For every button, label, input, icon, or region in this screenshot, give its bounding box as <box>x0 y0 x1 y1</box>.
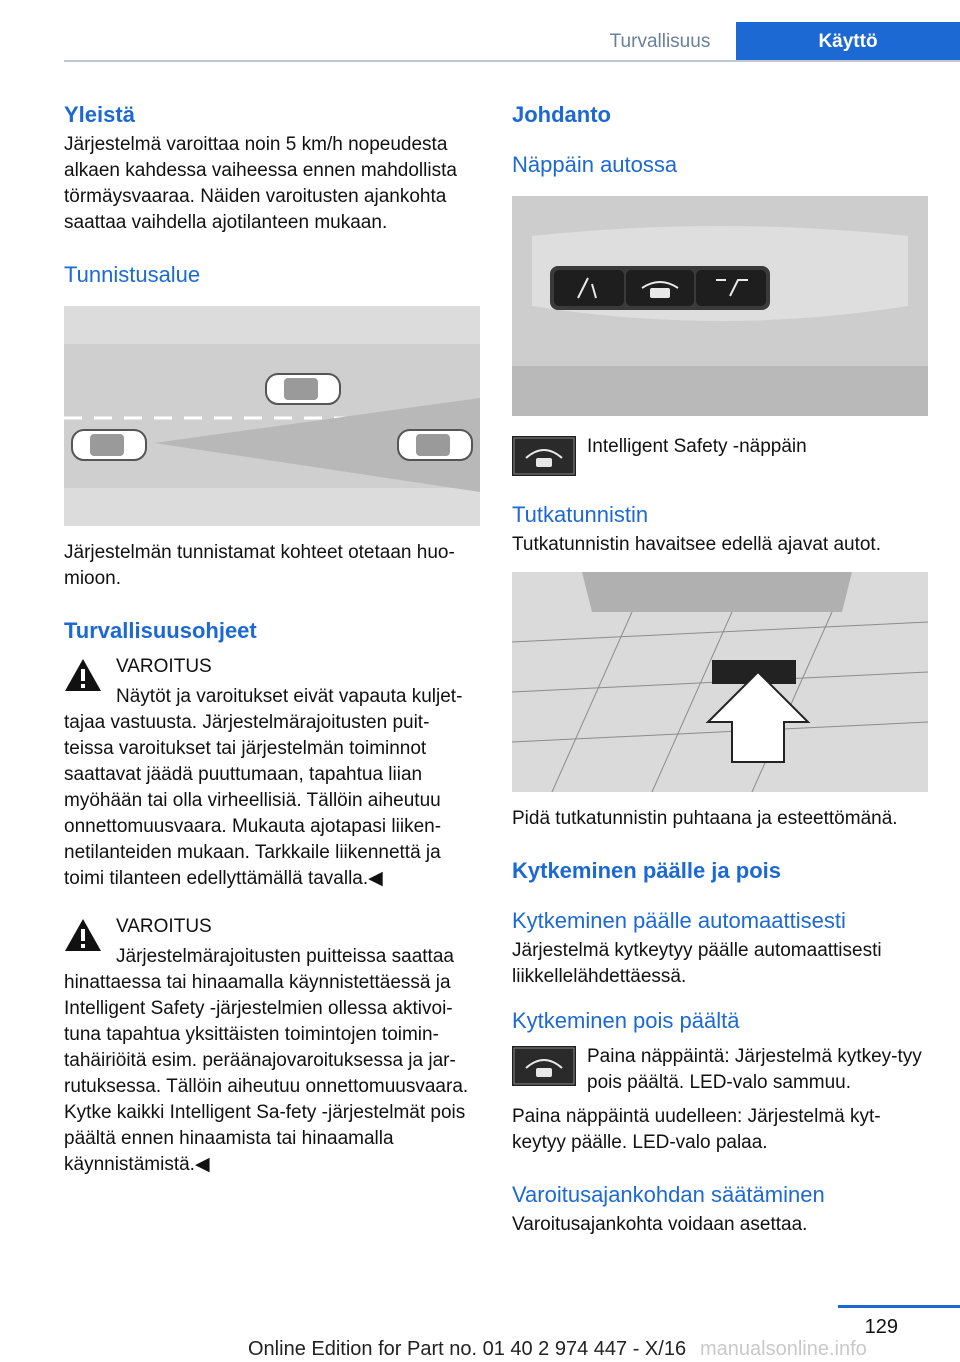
tunnistusalue-caption: Järjestelmän tunnistamat kohteet otetaan huo-mioon. <box>64 542 455 589</box>
left-column <box>64 98 478 1178</box>
again-text: Paina näppäintä uudelleen: Järjestelmä kyt-keytyy päälle. LED-valo palaa. <box>512 1106 881 1153</box>
key-label: Intelligent Safety -näppäin <box>587 436 807 457</box>
radar-text: Tutkatunnistin havaitsee edellä ajavat autot. <box>512 534 881 555</box>
intelligent-safety-button-icon <box>512 1046 576 1086</box>
right-column <box>512 98 928 1238</box>
warning-block-1 <box>64 654 478 680</box>
header-chapter-tab: Käyttö <box>736 22 960 62</box>
off-key-row <box>512 1044 928 1096</box>
radar-heading: Tutkatunnistin <box>512 502 649 527</box>
warning-triangle-icon <box>64 658 102 692</box>
onoff-heading: Kytkeminen päälle ja pois <box>512 858 781 883</box>
car-buttons-photo <box>512 196 928 416</box>
tunnistusalue-heading: Tunnistusalue <box>64 262 201 287</box>
yleista-text: Järjestelmä varoittaa noin 5 km/h nopeudesta alkaen kahdessa vaiheessa ennen mahdollista törmäysvaaraa. Näiden varoitusten ajankohta saattaa vaihdella ajotilanteen mukaan. <box>64 134 457 233</box>
warning-triangle-icon <box>64 918 102 952</box>
radar-sensor-photo <box>512 572 928 792</box>
radar-caption: Pidä tutkatunnistin puhtaana ja esteettömänä. <box>512 808 898 829</box>
header-rule <box>64 60 960 62</box>
warning-1-text: Näytöt ja varoitukset eivät vapauta kuljet-tajaa vastuusta. Järjestelmärajoitusten puit-teissa varoitukset tai järjestelmän toiminnot saattavat jäädä puuttumaan, tapahtua liian myöhään tai olla virheellisiä. Tällöin aiheutuu onnettomuusvaara. Mukauta ajotapasi liiken-netilanteiden mukaan. Tarkkaile liikennettä ja toimi tilanteen edellyttämällä tavalla.◀ <box>64 686 463 889</box>
detection-area-illustration <box>64 306 480 526</box>
watermark: manualsonline.info <box>700 1338 867 1360</box>
yleista-heading: Yleistä <box>64 102 135 127</box>
header-section-tab: Turvallisuus <box>609 31 711 52</box>
auto-heading: Kytkeminen päälle automaattisesti <box>512 908 846 933</box>
page-number: 129 <box>864 1316 898 1338</box>
warning-1-title: VAROITUS <box>116 656 212 677</box>
footer-rule <box>838 1305 960 1308</box>
warning-2-title: VAROITUS <box>116 916 212 937</box>
off-text: Paina näppäintä: Järjestelmä kytkey-tyy pois päältä. LED-valo sammuu. <box>587 1046 922 1093</box>
button-heading: Näppäin autossa <box>512 152 678 177</box>
intelligent-safety-button-icon <box>512 436 576 476</box>
timing-text: Varoitusajankohta voidaan asettaa. <box>512 1214 808 1235</box>
timing-heading: Varoitusajankohdan säätäminen <box>512 1182 825 1207</box>
intelligent-safety-key-row <box>512 434 928 478</box>
auto-text: Järjestelmä kytkeytyy päälle automaattisesti liikkellelähdettäessä. <box>512 940 882 987</box>
johdanto-heading: Johdanto <box>512 102 611 127</box>
safety-heading: Turvallisuusohjeet <box>64 618 257 643</box>
off-heading: Kytkeminen pois päältä <box>512 1008 740 1033</box>
warning-block-2 <box>64 914 478 940</box>
warning-2-text: Järjestelmärajoitusten puitteissa saattaa hinattaessa tai hinaamalla käynnistettäessä ja Intelligent Safety -järjestelmien ollessa aktivoi-tuna tapahtua yksittäisten toimintojen toimin-tahäiriöitä esim. peräänajovaroituksessa ja jar-rutuksessa. Tällöin aiheutuu onnettomuusvaara. Kytke kaikki Intelligent Sa-fety -järjestelmät pois päältä ennen hinaamista tai hinaamalla käynnistämistä.◀ <box>64 946 469 1175</box>
edition-text: Online Edition for Part no. 01 40 2 974 447 - X/16 <box>248 1338 687 1360</box>
